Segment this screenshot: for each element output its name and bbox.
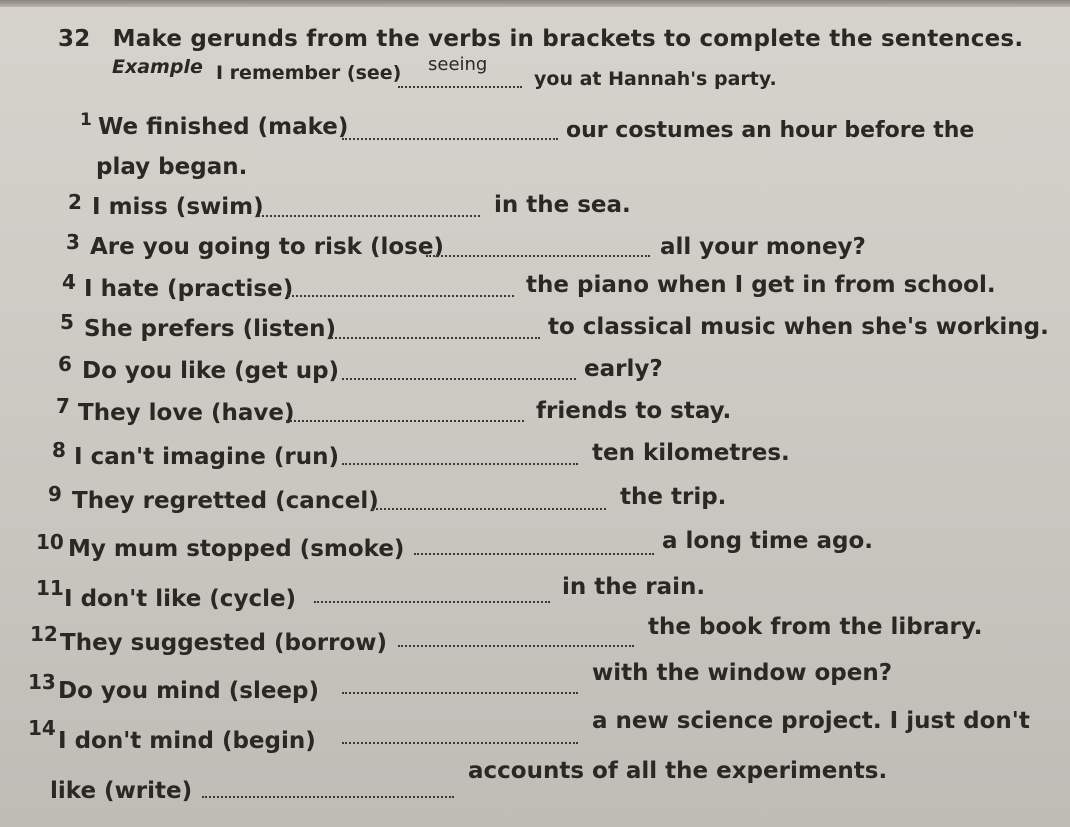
item-sentence-start: I hate (practise)	[84, 276, 294, 302]
exercise-heading	[58, 28, 1023, 51]
answer-blank[interactable]	[286, 420, 524, 422]
answer-blank[interactable]	[328, 337, 540, 339]
item-sentence-end: the book from the library.	[648, 614, 983, 640]
item-sentence-end: a new science project. I just don't	[592, 708, 1030, 734]
item-sentence-start: Are you going to risk (lose)	[90, 234, 444, 260]
item-sentence-start: They suggested (borrow)	[60, 630, 388, 656]
item-number: 5	[60, 310, 74, 334]
item-sentence-start: My mum stopped (smoke)	[68, 536, 405, 562]
item-sentence-end: the piano when I get in from school.	[526, 272, 996, 298]
item-sentence-end: in the rain.	[562, 574, 706, 600]
answer-blank[interactable]	[314, 601, 550, 603]
item-number: 2	[68, 190, 82, 214]
item-sentence-start: They regretted (cancel)	[72, 488, 379, 514]
answer-blank[interactable]	[342, 463, 578, 465]
item-number: 11	[36, 576, 64, 600]
item-sentence-start: I can't imagine (run)	[74, 444, 339, 470]
page-top-edge	[0, 0, 1070, 7]
item-sentence-start: I don't mind (begin)	[58, 728, 316, 754]
item-sentence-start: Do you mind (sleep)	[58, 678, 320, 704]
item-continuation-start: like (write)	[50, 778, 193, 804]
answer-blank[interactable]	[258, 215, 480, 217]
example-answer-blank	[398, 86, 522, 88]
exercise-number: 32	[58, 26, 91, 52]
answer-blank[interactable]	[372, 508, 606, 510]
item-sentence-start: She prefers (listen)	[84, 316, 337, 342]
item-sentence-end: all your money?	[660, 234, 866, 260]
item-continuation-end: accounts of all the experiments.	[468, 758, 888, 784]
item-number: 14	[28, 716, 56, 740]
answer-blank[interactable]	[414, 553, 654, 555]
answer-blank[interactable]	[398, 645, 634, 647]
item-number: 10	[36, 530, 64, 554]
item-sentence-end: to classical music when she's working.	[548, 314, 1049, 340]
item-number: 13	[28, 670, 56, 694]
item-sentence-start: Do you like (get up)	[82, 358, 340, 384]
item-number: 6	[58, 352, 72, 376]
item-number: 9	[48, 482, 62, 506]
exercise-instruction: Make gerunds from the verbs in brackets to complete the sentences.	[112, 26, 1024, 52]
item-number: 3	[66, 230, 80, 254]
answer-blank[interactable]	[426, 255, 650, 257]
example-sentence-end: you at Hannah's party.	[534, 68, 777, 90]
answer-blank[interactable]	[342, 742, 578, 744]
item-sentence-end: friends to stay.	[536, 398, 732, 424]
item-sentence-end: a long time ago.	[662, 528, 874, 554]
item-sentence-end: the trip.	[620, 484, 727, 510]
item-sentence-start: I don't like (cycle)	[64, 586, 297, 612]
answer-blank[interactable]	[288, 295, 514, 297]
answer-blank[interactable]	[342, 378, 576, 380]
example-answer: seeing	[428, 54, 488, 75]
item-number: 8	[52, 438, 66, 462]
item-sentence-end: in the sea.	[494, 192, 631, 218]
answer-blank[interactable]	[202, 796, 454, 798]
item-sentence-end: ten kilometres.	[592, 440, 790, 466]
item-number: 4	[62, 270, 76, 294]
item-number: 12	[30, 622, 58, 646]
item-sentence-end: with the window open?	[592, 660, 893, 686]
answer-blank[interactable]	[342, 692, 578, 694]
item-number: 1	[80, 110, 92, 130]
item-sentence-start: They love (have)	[78, 400, 295, 426]
example-sentence-start: I remember (see)	[216, 62, 402, 84]
item-sentence-start: I miss (swim)	[92, 194, 264, 220]
item-sentence-continuation: play began.	[96, 154, 248, 180]
example-label: Example	[112, 56, 203, 78]
item-sentence-end: early?	[584, 356, 663, 382]
answer-blank[interactable]	[342, 138, 558, 140]
item-sentence-start: We finished (make)	[98, 114, 349, 140]
item-sentence-end: our costumes an hour before the	[566, 118, 975, 143]
item-number: 7	[56, 394, 70, 418]
